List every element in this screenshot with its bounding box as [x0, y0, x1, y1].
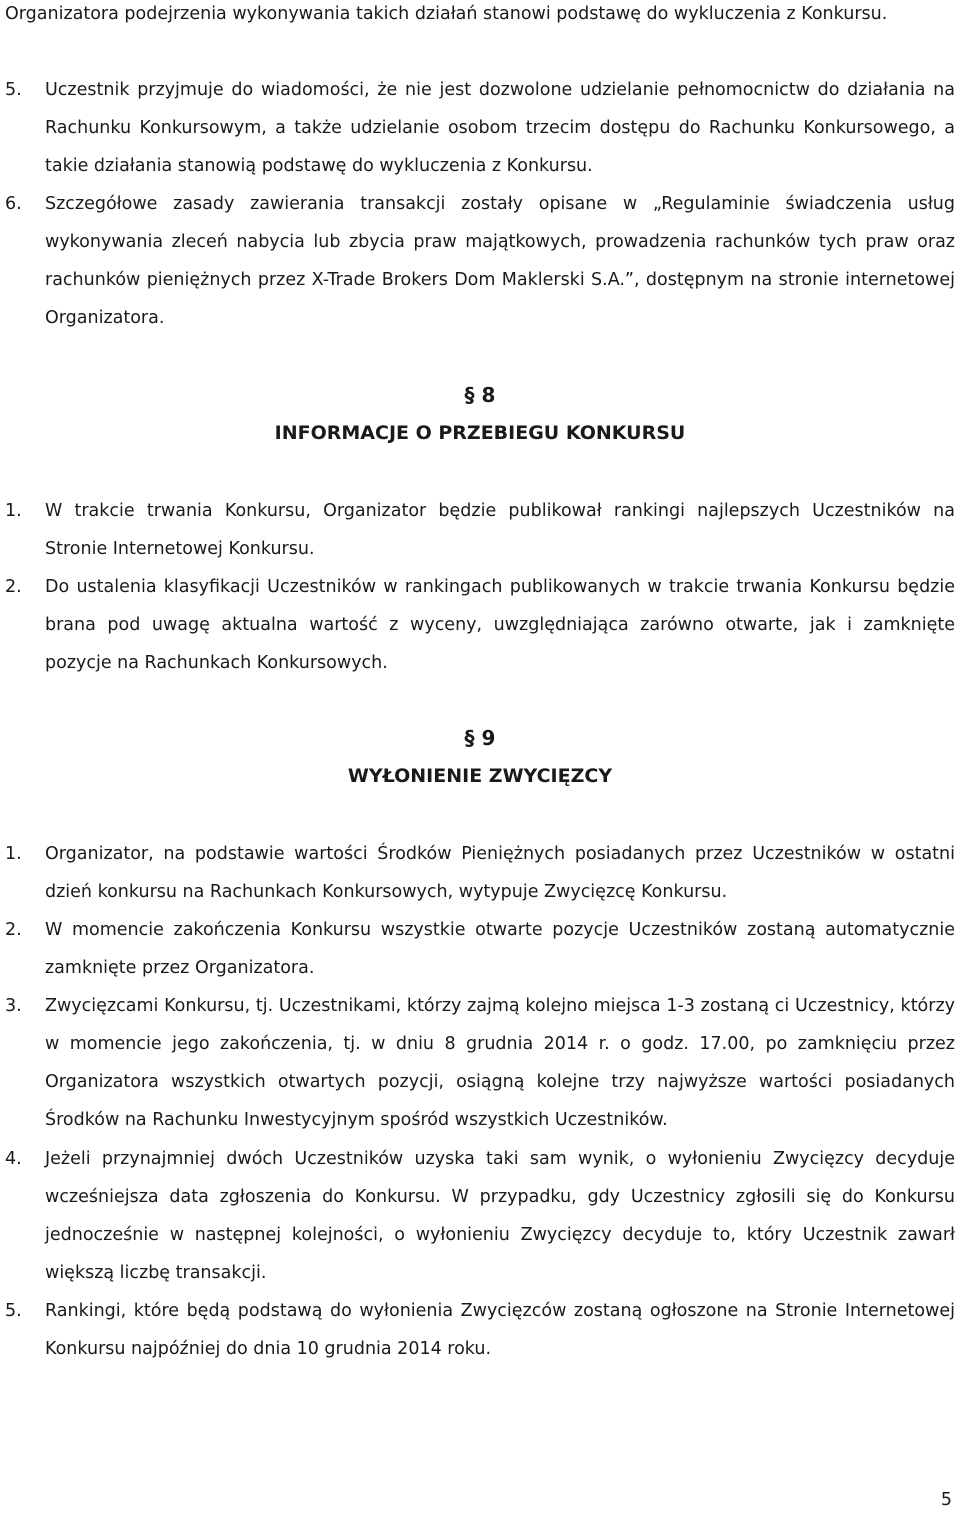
item-text: Rankingi, które będą podstawą do wyłonienia Zwycięzców zostaną ogłoszone na Stronie Internetowej Konkursu najpóźniej do dnia 10 grudnia 2014 roku. [45, 1301, 955, 1359]
section-9-title: WYŁONIENIE ZWYCIĘZCY [347, 765, 613, 787]
list-item [5, 1140, 955, 1292]
section-8-title: INFORMACJE O PRZEBIEGU KONKURSU [274, 422, 686, 444]
item-number: 4. [5, 1149, 22, 1169]
section-8-sign: § 8 [464, 383, 496, 407]
list-item [5, 911, 955, 987]
item-text: Zwycięzcami Konkursu, tj. Uczestnikami, którzy zajmą kolejno miejsca 1-3 zostaną ci Uczestnicy, którzy w momencie jego zakończenia, tj. w dniu 8 grudnia 2014 r. o godz. 17.00, po zamknięciu przez Organizatora wszystkich otwartych pozycji, osiągną kolejne trzy najwyższe wartości posiadanych Środków na Rachunku Inwestycyjnym spośród wszystkich Uczestników. [45, 996, 955, 1130]
item-number: 2. [5, 577, 22, 597]
intro-paragraph: Organizatora podejrzenia wykonywania takich działań stanowi podstawę do wykluczenia z Konkursu. [5, 4, 888, 24]
item-text: Uczestnik przyjmuje do wiadomości, że nie jest dozwolone udzielanie pełnomocnictw do działania na Rachunku Konkursowym, a także udzielanie osobom trzecim dostępu do Rachunku Konkursowego, a takie działania stanowią podstawę do wykluczenia z Konkursu. [45, 80, 955, 176]
page-number: 5 [940, 1490, 952, 1510]
item-number: 1. [5, 501, 22, 521]
item-number: 2. [5, 920, 22, 940]
item-text: Organizator, na podstawie wartości Środków Pieniężnych posiadanych przez Uczestników w ostatni dzień konkursu na Rachunkach Konkursowych, wytypuje Zwycięzcę Konkursu. [45, 844, 955, 902]
item-text: Do ustalenia klasyfikacji Uczestników w rankingach publikowanych w trakcie trwania Konkursu będzie brana pod uwagę aktualna wartość z wyceny, uwzględniająca zarówno otwarte, jak i zamknięte pozycje na Rachunkach Konkursowych. [45, 577, 955, 673]
item-text: Jeżeli przynajmniej dwóch Uczestników uzyska taki sam wynik, o wyłonieniu Zwycięzcy decyduje wcześniejsza data zgłoszenia do Konkursu. W przypadku, gdy Uczestnicy zgłosili się do Konkursu jednocześnie w następnej kolejności, o wyłonieniu Zwycięzcy decyduje to, który Uczestnik zawarł większą liczbę transakcji. [45, 1149, 955, 1283]
list-item [5, 835, 955, 911]
item-number: 1. [5, 844, 22, 864]
list-item [5, 987, 955, 1139]
list-item [5, 1292, 955, 1368]
item-number: 6. [5, 194, 22, 214]
item-text: Szczegółowe zasady zawierania transakcji zostały opisane w „Regulaminie świadczenia usług wykonywania zleceń nabycia lub zbycia praw majątkowych, prowadzenia rachunków tych praw oraz rachunków pieniężnych przez X-Trade Brokers Dom Maklerski S.A.”, dostępnym na stronie internetowej Organizatora. [45, 194, 955, 328]
list-item [5, 185, 955, 337]
item-number: 5. [5, 80, 22, 100]
item-number: 3. [5, 996, 22, 1016]
item-text: W trakcie trwania Konkursu, Organizator będzie publikował rankingi najlepszych Uczestników na Stronie Internetowej Konkursu. [45, 501, 955, 559]
list-item [5, 568, 955, 682]
item-number: 5. [5, 1301, 22, 1321]
list-item [5, 492, 955, 568]
list-item [5, 71, 955, 185]
item-text: W momencie zakończenia Konkursu wszystkie otwarte pozycje Uczestników zostaną automatycznie zamknięte przez Organizatora. [45, 920, 955, 978]
section-9-sign: § 9 [464, 726, 496, 750]
